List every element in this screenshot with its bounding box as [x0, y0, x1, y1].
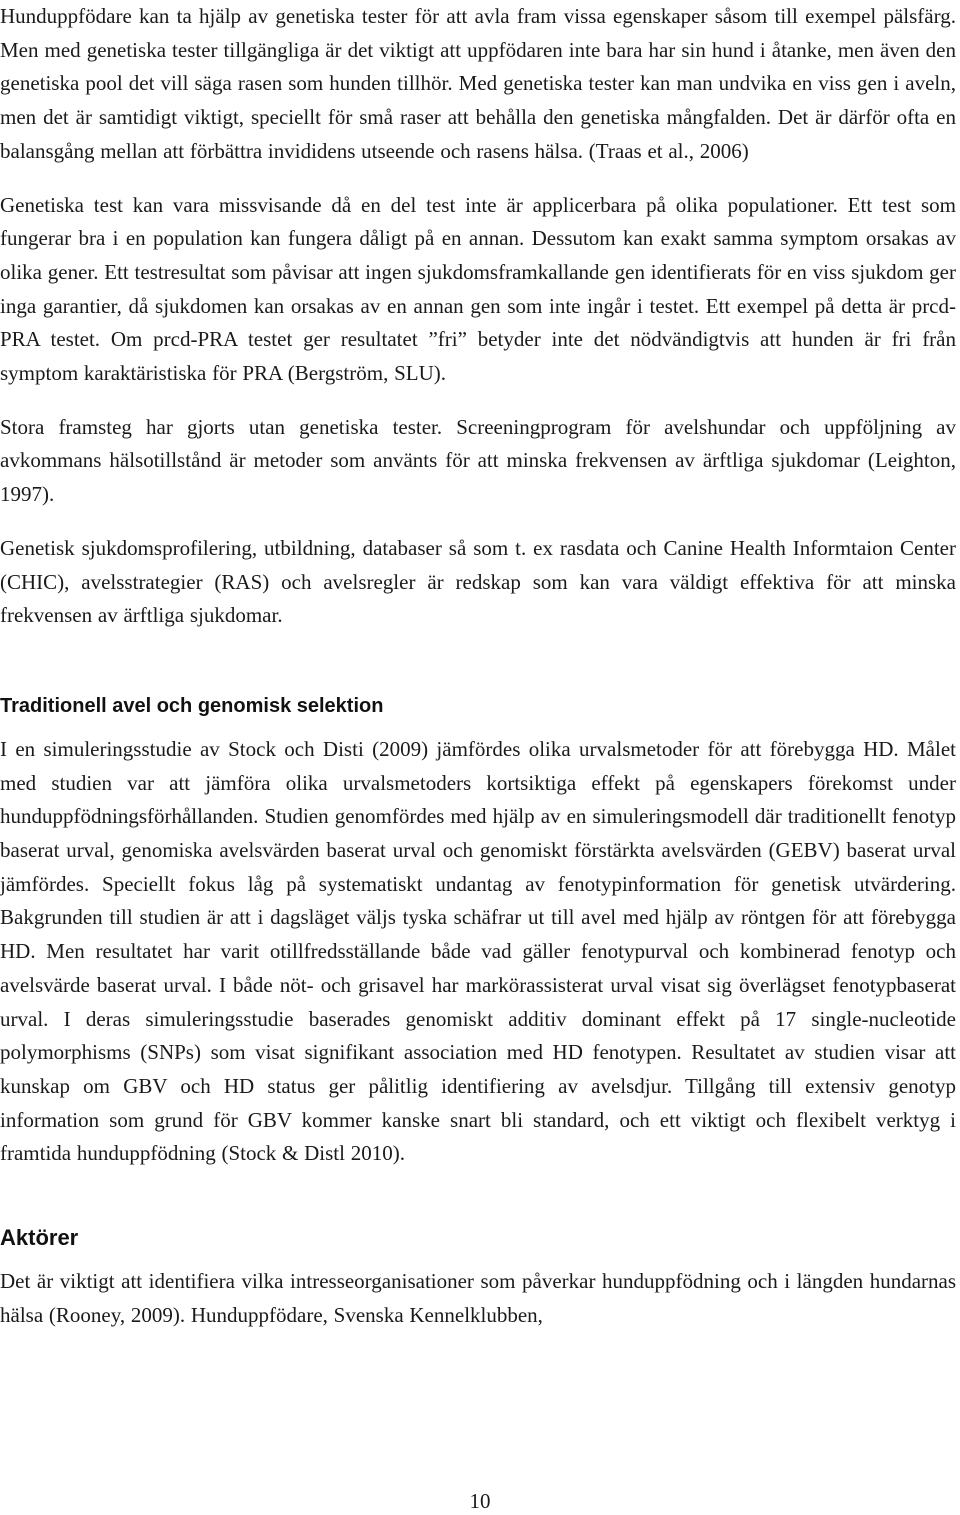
heading-aktorer: Aktörer	[0, 1225, 79, 1251]
paragraph-genetic-tests-intro: Hunduppfödare kan ta hjälp av genetiska tester för att avla fram vissa egenskaper såsom till exempel pälsfärg. Men med genetiska tester tillgängliga är det viktigt att uppfödaren inte bara har sin hund i åtanke, men även den genetiska pool det vill säga rasen som hunden tillhör. Med genetiska tester kan man undvika en viss gen i aveln, men det är samtidigt viktigt, speciellt för små raser att behålla den genetiska mångfalden. Det är därför ofta en balansgång mellan att förbättra invididens utseende och rasens hälsa. (Traas et al., 2006)	[0, 4, 956, 163]
paragraph-organisations: Det är viktigt att identifiera vilka intresseorganisationer som påverkar hunduppfödning och i längden hundarnas hälsa (Rooney, 2009). Hunduppfödare, Svenska Kennelklubben,	[0, 1269, 956, 1327]
paragraph-disease-profiling: Genetisk sjukdomsprofilering, utbildning, databaser så som t. ex rasdata och Canine Health Informtaion Center (CHIC), avelsstrategier (RAS) och avelsregler är redskap som kan vara väldigt effektiva för att minska frekvensen av ärftliga sjukdomar.	[0, 535, 956, 628]
paragraph-misleading-tests: Genetiska test kan vara missvisande då en del test inte är applicerbara på olika populationer. Ett test som fungerar bra i en population kan fungera dåligt på en annan. Dessutom kan exakt samma symptom orsakas av olika gener. Ett testresultat som påvisar att ingen sjukdomsframkallande gen identifierats för en viss sjukdom ger inga garantier, då sjukdomen kan orsakas av en annan gen som inte ingår i testet. Ett exempel på detta är prcd-PRA testet. Om prcd-PRA testet ger resultatet ”fri” betyder inte det nödvändigtvis att hunden är fri från symptom karaktäristiska för PRA (Bergström, SLU).	[0, 192, 956, 386]
heading-traditionell-avel: Traditionell avel och genomisk selektion	[0, 694, 384, 717]
page-number: 10	[469, 1489, 491, 1513]
paragraph-simulation-study: I en simuleringsstudie av Stock och Disti (2009) jämfördes olika urvalsmetoder för att förebygga HD. Målet med studien var att jämföra olika urvalsmetoders kortsiktiga effekt på egenskapers förekomst under hunduppfödningsförhållanden. Studien genomfördes med hjälp av en simuleringsmodell där traditionellt fenotyp baserat urval, genomiska avelsvärden baserat urval och genomiskt förstärkta avelsvärden (GEBV) baserat urval jämfördes. Speciellt fokus låg på systematiskt undantag av fenotypinformation för genetisk utvärdering. Bakgrunden till studien är att i dagsläget väljs tyska schäfrar ut till avel med hjälp av röntgen för att förebygga HD. Men resultatet har varit otillfredsställande både vad gäller fenotypurval och kombinerad fenotyp och avelsvärde baserat urval. I både nöt- och grisavel har markörassisterat urval visat sig överlägset fenotypbaserat urval. I deras simuleringsstudie baserades genomiskt additiv dominant effekt på 17 single-nucleotide polymorphisms (SNPs) som visat signifikant association med HD fenotypen. Resultatet av studien visar att kunskap om GBV och HD status ger pålitlig identifiering av avelsdjur. Tillgång till extensiv genotyp information som grund för GBV kommer kanske snart bli standard, och ett viktigt och flexibelt verktyg i framtida hunduppfödning (Stock & Distl 2010).	[0, 736, 956, 1166]
paragraph-progress-without-tests: Stora framsteg har gjorts utan genetiska tester. Screeningprogram för avelshundar och uppföljning av avkommans hälsotillstånd är metoder som använts för att minska frekvensen av ärftliga sjukdomar (Leighton, 1997).	[0, 414, 956, 507]
